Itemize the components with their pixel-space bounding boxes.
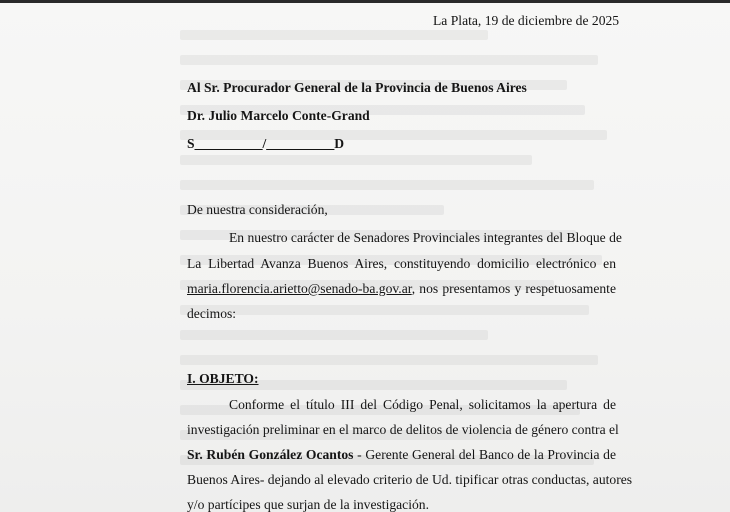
intro-line-4: decimos:	[187, 306, 237, 321]
email-link[interactable]: maria.florencia.arietto@senado-ba.gov.ar	[187, 281, 412, 296]
sd-d: D	[334, 136, 345, 151]
sd-blank-1: __________	[194, 136, 263, 151]
intro-line-2: La Libertad Avanza Buenos Aires, constituyendo domicilio electrónico en	[187, 256, 616, 271]
sd-blank-2: __________	[266, 136, 335, 151]
recipient-line-1: Al Sr. Procurador General de la Provincia de Buenos Aires	[187, 80, 527, 95]
objeto-line-2: investigación preliminar en el marco de delitos de violencia de género contra el	[187, 422, 619, 437]
intro-line-1: En nuestro carácter de Senadores Provinciales integrantes del Bloque de	[229, 230, 622, 245]
objeto-line-3	[187, 447, 616, 463]
salutation: De nuestra consideración,	[187, 202, 328, 217]
accused-name: Sr. Rubén González Ocantos	[187, 447, 354, 462]
objeto-line-1: Conforme el título III del Código Penal, solicitamos la apertura de	[229, 397, 616, 412]
sd-line	[187, 136, 344, 152]
objeto-line-4: Buenos Aires- dejando al elevado criterio de Ud. tipificar otras conductas, autores	[187, 472, 633, 487]
section-heading-objeto: I. OBJETO:	[187, 371, 259, 386]
recipient-line-2: Dr. Julio Marcelo Conte-Grand	[187, 108, 370, 123]
top-border	[0, 0, 730, 3]
sd-slash: /	[262, 136, 267, 151]
sd-s: S	[187, 136, 195, 151]
place-date: La Plata, 19 de diciembre de 2025	[433, 13, 620, 28]
objeto-line-3-rest: - Gerente General del Banco de la Provincia de	[353, 447, 616, 462]
intro-line-3	[187, 281, 616, 297]
intro-line-3-rest: , nos presentamos y respetuosamente	[411, 281, 616, 296]
objeto-line-5: y/o partícipes que surjan de la investigación.	[187, 497, 429, 512]
